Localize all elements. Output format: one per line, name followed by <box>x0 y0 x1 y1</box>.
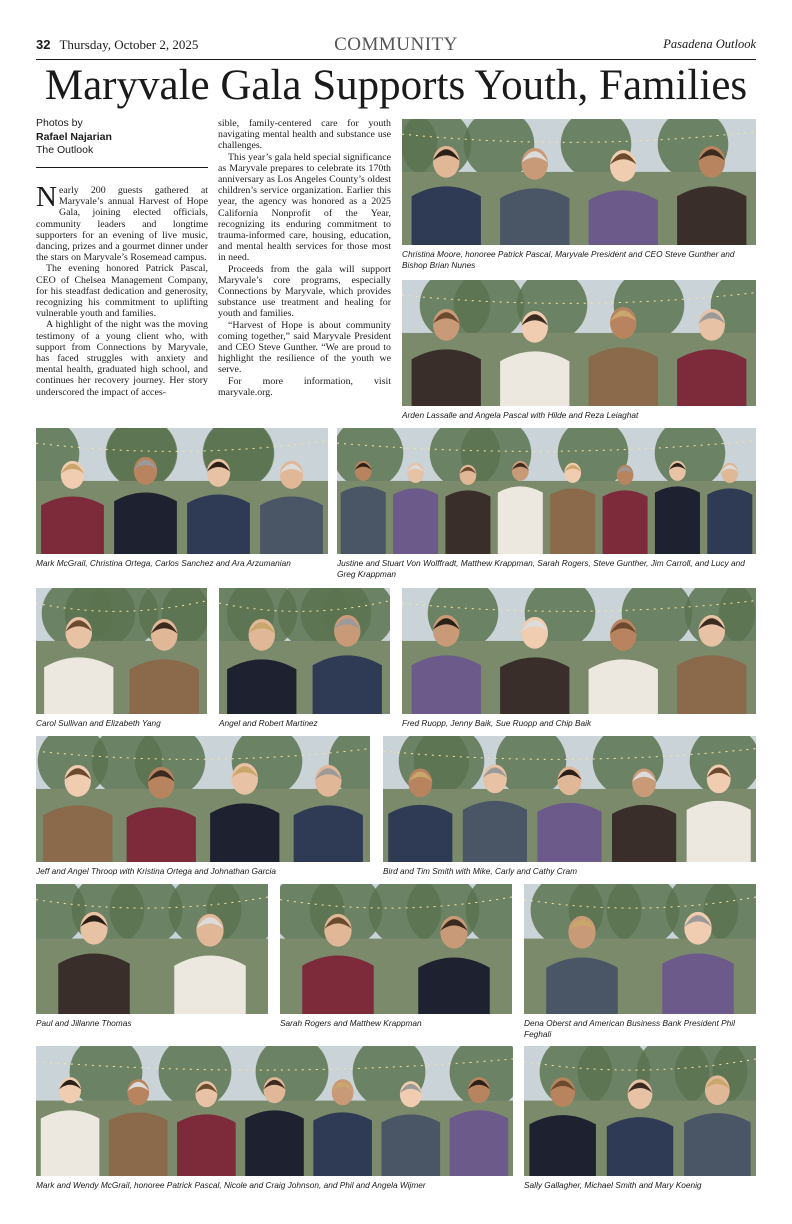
photo-scene <box>219 588 390 714</box>
person-body <box>529 1115 596 1176</box>
person-body <box>589 347 658 406</box>
gala-photo <box>36 736 370 862</box>
person-body <box>245 1110 304 1176</box>
person-body <box>607 1117 674 1176</box>
person-body <box>655 486 700 554</box>
photo-caption: Mark McGrail, Christina Ortega, Carlos Sanchez and Ara Arzumanian <box>36 558 291 568</box>
person-body <box>589 659 658 714</box>
article-column-2 <box>218 118 391 398</box>
photo-scene <box>337 428 756 554</box>
photo-scene <box>402 119 756 245</box>
person-body <box>43 805 112 862</box>
person-body <box>302 955 374 1014</box>
photo-caption: Justine and Stuart Von Wolffradt, Matthew Krappman, Sarah Rogers, Steve Gunther, Jim Carroll, and Lucy and Greg Krappman <box>337 558 745 579</box>
person-body <box>58 953 130 1014</box>
photo-caption: Arden Lassalle and Angela Pascal with Hilde and Reza Leiaghat <box>402 410 639 420</box>
article-paragraph: A highlight of the night was the moving testimony of a young client who, with support from Connections by Maryvale, has faced struggles with anxiety and mental health, graduated high school, and continues her recovery journey. Her story underscored the impact of acces- <box>36 319 208 398</box>
person-body <box>412 186 481 245</box>
gala-photo <box>402 588 756 714</box>
gala-photo <box>280 884 512 1014</box>
photo-caption: Fred Ruopp, Jenny Baik, Sue Ruopp and Chip Baik <box>402 718 592 728</box>
photographer-name: Rafael Najarian <box>36 130 112 143</box>
person-body <box>294 805 363 862</box>
article-paragraph: Proceeds from the gala will support Maryvale’s core programs, especially Connections by Maryvale, which provides substance use treatment and healing for youth and families. <box>218 263 391 320</box>
photo-scene <box>36 884 268 1014</box>
photo-scene <box>524 1046 756 1176</box>
person-body <box>44 657 113 714</box>
person-body <box>114 492 177 554</box>
photo-scene <box>36 588 207 714</box>
person-body <box>388 805 452 862</box>
credit-outlet: The Outlook <box>36 144 94 156</box>
photo-scene <box>402 588 756 714</box>
gala-photo <box>337 428 756 554</box>
publication-name: Pasadena Outlook <box>663 37 756 51</box>
person-body <box>445 490 490 554</box>
person-body <box>174 955 246 1014</box>
article-paragraph: sible, family-centered care for youth navigating mental health and substance use challenges. <box>218 118 391 152</box>
photo-scene <box>524 884 756 1014</box>
article-paragraph: This year’s gala held special significance as Maryvale prepares to celebrate its 170th anniversary as Los Angeles County’s oldest children’s service organization. Earlier this year, the agency was honored as a 2025 California Nonprofit of the Year, recognizing its enduring commitment to trauma-informed care, housing, education, and mental health services for those most in need. <box>218 151 391 264</box>
person-body <box>177 1114 236 1176</box>
photo-scene <box>402 280 756 406</box>
gala-photo <box>402 119 756 245</box>
page-number: 32 <box>36 37 51 52</box>
person-body <box>500 188 569 245</box>
person-body <box>227 659 296 714</box>
person-body <box>546 957 618 1014</box>
photo-caption: Bird and Tim Smith with Mike, Carly and Cathy Cram <box>383 866 578 876</box>
credit-label: Photos by <box>36 117 83 129</box>
page-header <box>36 34 756 60</box>
person-body <box>210 803 279 862</box>
person-body <box>677 655 746 714</box>
photo-caption: Jeff and Angel Throop with Kristina Ortega and Johnathan Garcia <box>36 866 276 876</box>
photo-scene <box>280 884 512 1014</box>
gala-photo <box>219 588 390 714</box>
article-headline: Maryvale Gala Supports Youth, Families <box>44 62 748 109</box>
person-body <box>130 659 199 714</box>
person-body <box>260 496 323 554</box>
photo-credit <box>36 117 208 168</box>
person-body <box>412 655 481 714</box>
gala-photo <box>36 588 207 714</box>
person-body <box>687 801 751 862</box>
photo-caption: Christina Moore, honoree Patrick Pascal, Maryvale President and CEO Steve Gunther and Bishop Brian Nunes <box>402 249 735 270</box>
photo-caption: Dena Oberst and American Business Bank President Phil Feghali <box>524 1018 735 1039</box>
photo-caption: Sarah Rogers and Matthew Krappman <box>280 1018 422 1028</box>
article-paragraph: The evening honored Patrick Pascal, CEO of Chelsea Management Company, for his steadfast dedication and generosity, recognizing his commitment to uplifting vulnerable youth and families. <box>36 263 208 320</box>
person-body <box>612 805 676 862</box>
article-column-1 <box>36 181 208 398</box>
article-paragraph: Nearly 200 guests gathered at Maryvale’s annual Harvest of Hope Gala, joining elected officials, community leaders and longtime supporters for an evening of live music, dancing, prizes and a gourmet dinner under the stars on Maryvale’s Rosemead campus. <box>36 181 208 264</box>
photo-caption: Sally Gallagher, Michael Smith and Mary Koenig <box>524 1180 702 1190</box>
person-body <box>41 1110 100 1176</box>
person-body <box>498 486 543 554</box>
person-body <box>127 807 196 862</box>
person-body <box>500 657 569 714</box>
person-body <box>109 1112 168 1176</box>
person-body <box>677 186 746 245</box>
photo-caption: Paul and Jillanne Thomas <box>36 1018 132 1028</box>
person-body <box>662 953 734 1014</box>
person-body <box>412 349 481 406</box>
person-body <box>341 486 386 554</box>
section-name: COMMUNITY <box>334 34 458 55</box>
person-body <box>603 490 648 554</box>
person-body <box>41 496 104 554</box>
person-body <box>187 494 250 554</box>
gala-photo <box>36 428 328 554</box>
photo-caption: Mark and Wendy McGrail, honoree Patrick Pascal, Nicole and Craig Johnson, and Phil and Angela Wijmer <box>36 1180 426 1190</box>
person-body <box>418 957 490 1014</box>
photo-caption: Angel and Robert Martinez <box>219 718 318 728</box>
gala-photo <box>524 1046 756 1176</box>
gala-photo <box>524 884 756 1014</box>
person-body <box>463 801 527 862</box>
issue-date: Thursday, October 2, 2025 <box>59 37 199 52</box>
gala-photo <box>402 280 756 406</box>
photo-scene <box>383 736 756 862</box>
person-body <box>313 655 382 714</box>
person-body <box>450 1110 509 1176</box>
photo-scene <box>36 428 328 554</box>
person-body <box>313 1112 372 1176</box>
person-body <box>677 349 746 406</box>
person-body <box>589 190 658 245</box>
photo-caption: Carol Sullivan and Elizabeth Yang <box>36 718 161 728</box>
person-body <box>393 488 438 554</box>
article-paragraph: For more information, visit maryvale.org. <box>218 375 391 398</box>
person-body <box>500 351 569 406</box>
gala-photo <box>383 736 756 862</box>
article-paragraph: “Harvest of Hope is about community coming together,” said Maryvale President and CEO Steve Gunther. “We are proud to highlight the resilience of the youth we serve. <box>218 319 391 376</box>
person-body <box>537 803 601 862</box>
gala-photo <box>36 884 268 1014</box>
photo-scene <box>36 1046 513 1176</box>
gala-photo <box>36 1046 513 1176</box>
person-body <box>550 488 595 554</box>
person-body <box>684 1113 751 1176</box>
drop-cap: N <box>36 181 57 213</box>
person-body <box>381 1114 440 1176</box>
person-body <box>707 488 752 554</box>
photo-scene <box>36 736 370 862</box>
